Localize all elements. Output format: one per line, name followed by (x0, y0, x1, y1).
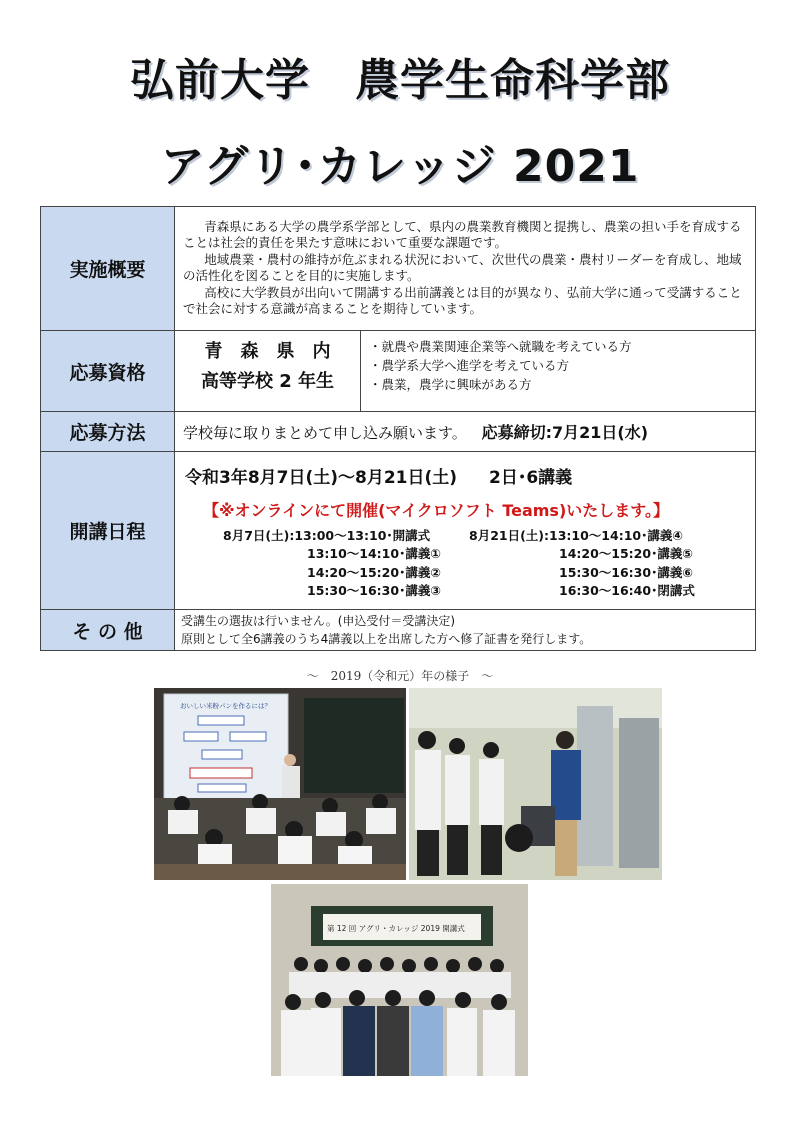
row-method (41, 412, 756, 452)
photo-caption: ～ 2019（令和元）年の様子 ～ (306, 669, 494, 683)
ceremony-photo (271, 884, 528, 1076)
other-line-1: 受講生の選抜は行いません。(申込受付＝受講決定) (181, 614, 456, 628)
laboratory-photo (409, 688, 662, 880)
row-overview (41, 207, 756, 331)
schedule-summary: 2日･6講義 (488, 467, 573, 488)
deadline-text: 応募締切:7月21日(水) (481, 423, 649, 442)
label-overview: 実施概要 (41, 207, 175, 331)
label-method: 応募方法 (41, 412, 175, 452)
qualification-cell (175, 331, 756, 412)
overview-paragraph-3: 高校に大学教員が出向いて開講する出前講義とは目的が異なり、弘前大学に通って受講することで社会に対する意識が高まることを期待しています。 (183, 284, 742, 316)
lecture-photo (154, 688, 406, 880)
schedule-day2-item: 15:30～16:30･講義⑥ (559, 564, 693, 580)
other-line-2: 原則として全6講義のうち4講義以上を出席した方へ修了証書を発行します。 (181, 632, 592, 646)
schedule-grid (223, 527, 745, 601)
qualification-item: ・就農や農業関連企業等へ就職を考えている方 (369, 339, 632, 354)
info-table (40, 206, 756, 651)
banner-text: 第 12 回 アグリ・カレッジ 2019 開講式 (327, 924, 465, 933)
other-cell (175, 610, 756, 651)
online-notice: 【※オンラインにて開催(マイクロソフト Teams)いたします。】 (203, 500, 669, 520)
qualification-grade: 高等学校 2 年生 (200, 371, 335, 392)
qualification-region: 青 森 県 内 (204, 341, 331, 362)
schedule-day1-item: 8月7日(土):13:00～13:10･開講式 (223, 527, 431, 543)
row-schedule (41, 452, 756, 610)
row-other (41, 610, 756, 651)
slide-title: おいしい米粉パンを作るには？ (180, 702, 271, 710)
overview-text (175, 207, 756, 331)
qualification-list (361, 331, 640, 411)
label-other: そ の 他 (41, 610, 175, 651)
schedule-period (185, 463, 745, 488)
method-text: 学校毎に取りまとめて申し込み願います。 (183, 424, 467, 442)
schedule-day2-item: 16:30～16:40･閉講式 (559, 583, 695, 598)
schedule-day2-item: 14:20～15:20･講義⑤ (559, 546, 693, 561)
method-cell (175, 412, 756, 452)
label-qualification: 応募資格 (41, 331, 175, 412)
schedule-day2-item: 8月21日(土):13:10～14:10･講義④ (469, 527, 683, 543)
label-schedule: 開講日程 (41, 452, 175, 610)
schedule-day1-item: 15:30～16:30･講義③ (307, 583, 441, 598)
qualification-item: ・農業，農学に興味がある方 (369, 377, 532, 392)
overview-paragraph-1: 青森県にある大学の農学系学部として、県内の農業教育機関と提携し、農業の担い手を育成することは社会的責任を果たす意味において重要な課題です。 (183, 218, 742, 250)
schedule-cell (175, 452, 756, 610)
sub-title: アグリ･カレッジ 2021 (160, 141, 640, 192)
qualification-item: ・農学系大学へ進学を考えている方 (369, 358, 570, 373)
schedule-day1-item: 13:10～14:10･講義① (307, 546, 441, 561)
schedule-dates: 令和3年8月7日(土)～8月21日(土) (185, 467, 458, 488)
schedule-day1-item: 14:20～15:20･講義② (307, 564, 441, 580)
qualification-target (175, 331, 361, 411)
main-title: 弘前大学 農学生命科学部 (130, 55, 670, 106)
overview-paragraph-2: 地域農業・農村の維持が危ぶまれる状況において、次世代の農業・農村リーダーを育成し、地域の活性化を図ることを目的に実施します。 (183, 251, 742, 283)
row-qualification (41, 331, 756, 412)
